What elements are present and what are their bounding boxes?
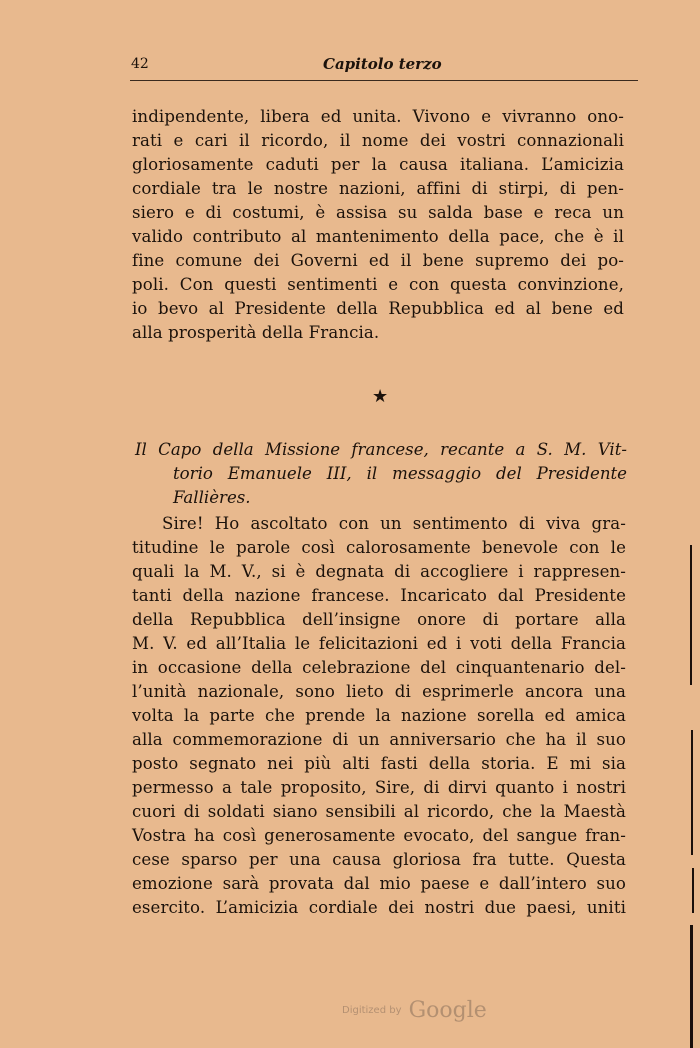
text-line: rati e cari il ricordo, il nome dei vostri connazionali: [132, 131, 624, 150]
text-line: permesso a tale proposito, Sire, di dirvi quanto i nostri: [132, 778, 626, 797]
text-line: in occasione della celebrazione del cinquantenario del-: [132, 658, 626, 677]
header-rule: [130, 80, 638, 81]
scan-edge-mark: [690, 925, 693, 1048]
text-line: gloriosamente caduti per la causa italiana. L’amicizia: [132, 155, 624, 174]
google-logo-text: Google: [408, 998, 487, 1023]
text-line: siero e di costumi, è assisa su salda base e reca un: [132, 203, 624, 222]
caption-line: Il Capo della Missione francese, recante a S. M. Vit-: [135, 440, 627, 459]
text-line: alla prosperità della Francia.: [132, 323, 380, 342]
section-caption: [135, 438, 627, 510]
text-line: esercito. L’amicizia cordiale dei nostri due paesi, uniti: [132, 898, 626, 917]
text-line: cuori di soldati siano sensibili al ricordo, che la Maestà: [132, 802, 626, 821]
text-line: l’unità nazionale, sono lieto di esprimerle ancora una: [132, 682, 626, 701]
section-separator-star: ★: [372, 386, 389, 407]
text-line: tanti della nazione francese. Incaricato dal Presidente: [132, 586, 626, 605]
watermark-prefix: Digitized by: [342, 1005, 402, 1016]
text-line: alla commemorazione di un anniversario che ha il suo: [132, 730, 626, 749]
page-number: 42: [131, 56, 149, 72]
text-line: cese sparso per una causa gloriosa fra tutte. Questa: [132, 850, 626, 869]
text-line: fine comune dei Governi ed il bene supremo dei po-: [132, 251, 624, 270]
paragraph-two: [132, 512, 626, 920]
scan-edge-mark: [690, 545, 692, 685]
text-line: della Repubblica dell’insigne onore di portare alla: [132, 610, 626, 629]
text-line: emozione sarà provata dal mio paese e dall’intero suo: [132, 874, 626, 893]
text-line: io bevo al Presidente della Repubblica ed al bene ed: [132, 299, 624, 318]
text-line: valido contributo al mantenimento della pace, che è il: [132, 227, 624, 246]
digitized-by-google-watermark: [342, 998, 487, 1023]
scan-edge-mark: [692, 868, 694, 913]
text-line: posto segnato nei più alti fasti della storia. E mi sia: [132, 754, 626, 773]
text-line: Vostra ha così generosamente evocato, del sangue fran-: [132, 826, 626, 845]
caption-line: torio Emanuele III, il messaggio del Presidente: [173, 464, 627, 483]
scan-edge-mark: [691, 730, 693, 855]
caption-line: Fallières.: [173, 488, 251, 507]
text-line: M. V. ed all’Italia le felicitazioni ed i voti della Francia: [132, 634, 626, 653]
text-line: titudine le parole così calorosamente benevole con le: [132, 538, 626, 557]
text-line: Sire! Ho ascoltato con un sentimento di viva gra-: [162, 514, 626, 533]
text-line: indipendente, libera ed unita. Vivono e vivranno ono-: [132, 107, 624, 126]
text-line: volta la parte che prende la nazione sorella ed amica: [132, 706, 626, 725]
text-line: poli. Con questi sentimenti e con questa convinzione,: [132, 275, 624, 294]
text-line: cordiale tra le nostre nazioni, affini di stirpi, di pen-: [132, 179, 624, 198]
paragraph-one: [132, 105, 624, 345]
chapter-title: Capitolo terzo: [323, 55, 442, 73]
text-line: quali la M. V., si è degnata di accogliere i rappresen-: [132, 562, 626, 581]
